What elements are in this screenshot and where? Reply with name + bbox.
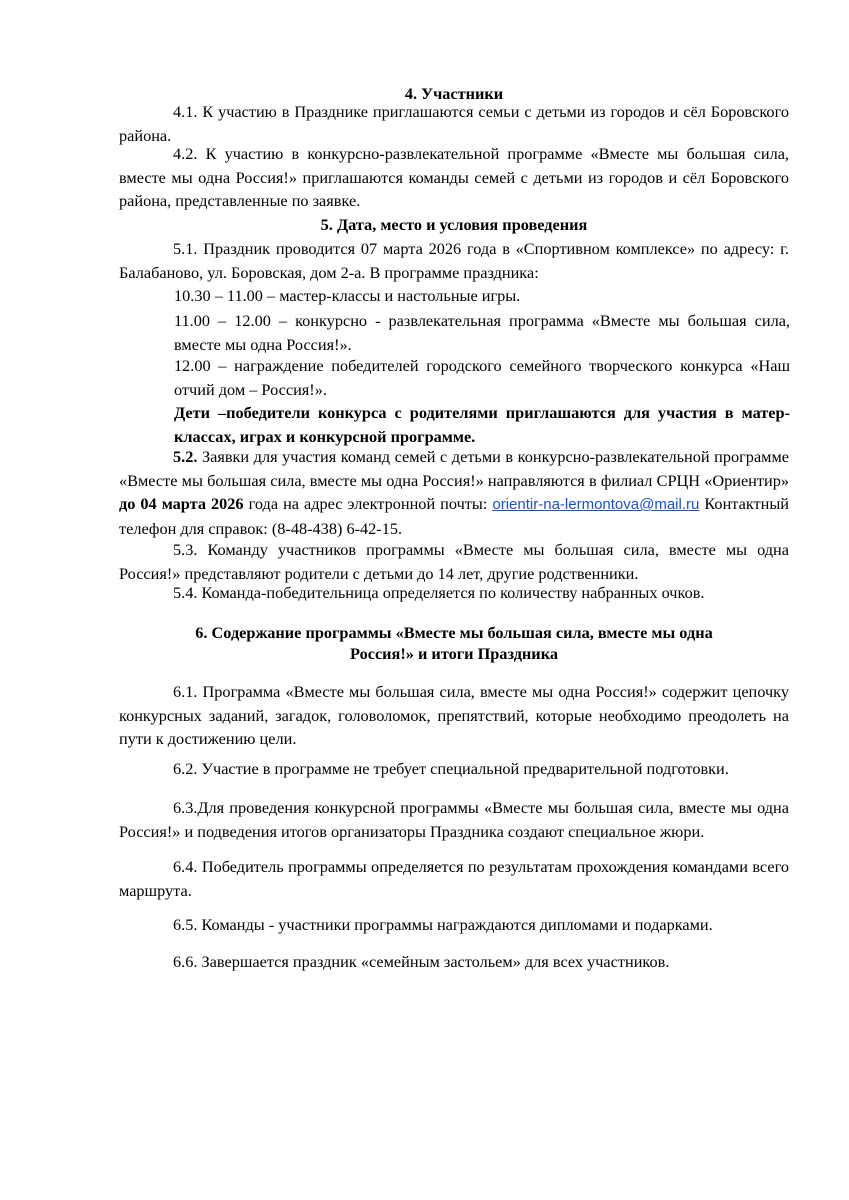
section-6-title-line-1: 6. Содержание программы «Вместе мы большая сила, вместе мы одна (195, 623, 713, 642)
paragraph-5-2-number: 5.2. (173, 447, 198, 466)
paragraph-5-4: 5.4. Команда-победительница определяется по количеству набранных очков. (173, 583, 705, 602)
section-4-title: 4. Участники (404, 84, 504, 103)
schedule-item-1: 10.30 – 11.00 – мастер-классы и настольные игры. (174, 286, 521, 305)
paragraph-6-3: 6.3.Для проведения конкурсной программы «Вместе мы большая сила, вместе мы одна Россия!» и подведения итогов организаторы Праздника создают специальное жюри. (119, 798, 789, 841)
section-6-title-line-2: Россия!» и итоги Праздника (350, 644, 558, 663)
winners-note: Дети –победители конкурса с родителями приглашаются для участия в матер-классах, играх и конкурсной программе. (174, 403, 790, 446)
paragraph-5-2-deadline: до 04 марта 2026 (119, 494, 244, 513)
section-5-title: 5. Дата, место и условия проведения (320, 215, 588, 234)
paragraph-6-6: 6.6. Завершается праздник «семейным застольем» для всех участников. (173, 952, 670, 971)
paragraph-5-2-text-a: Заявки для участия команд семей с детьми в конкурсно-развлекательной программе «Вместе мы большая сила, вместе мы одна Россия!» направляются в филиал СРЦН «Ориентир» (119, 447, 789, 490)
paragraph-4-1: 4.1. К участию в Празднике приглашаются семьи с детьми из городов и сёл Боровского района. (119, 102, 789, 145)
paragraph-5-1: 5.1. Праздник проводится 07 марта 2026 года в «Спортивном комплексе» по адресу: г. Балабаново, ул. Боровская, дом 2-а. В программе праздника: (119, 239, 789, 282)
paragraph-6-2: 6.2. Участие в программе не требует специальной предварительной подготовки. (173, 759, 729, 778)
paragraph-5-3: 5.3. Команду участников программы «Вместе мы большая сила, вместе мы одна Россия!» представляют родители с детьми до 14 лет, другие родственники. (119, 540, 789, 583)
paragraph-5-2-text-b: года на адрес электронной почты: (243, 494, 493, 513)
schedule-item-2: 11.00 – 12.00 – конкурсно - развлекательная программа «Вместе мы большая сила, вместе мы одна Россия!». (174, 311, 790, 354)
schedule-item-3: 12.00 – награждение победителей городского семейного творческого конкурса «Наш отчий дом – Россия!». (174, 356, 790, 399)
paragraph-4-2: 4.2. К участию в конкурсно-развлекательной программе «Вместе мы большая сила, вместе мы одна Россия!» приглашаются команды семей с детьми из городов и сёл Боровского района, представленные по заявке. (119, 144, 789, 210)
paragraph-6-1: 6.1. Программа «Вместе мы большая сила, вместе мы одна Россия!» содержит цепочку конкурсных заданий, загадок, головоломок, препятствий, которые необходимо преодолеть на пути к достижению цели. (119, 682, 789, 748)
paragraph-6-5: 6.5. Команды - участники программы награждаются дипломами и подарками. (173, 915, 713, 934)
email-link[interactable]: orientir-na-lermontova@mail.ru (492, 496, 700, 513)
paragraph-5-2-phone: Контактный телефон для справок: (8-48-438) 6-42-15. (119, 494, 789, 538)
paragraph-6-4: 6.4. Победитель программы определяется по результатам прохождения командами всего маршрута. (119, 857, 789, 900)
paragraph-5-2 (119, 445, 789, 540)
